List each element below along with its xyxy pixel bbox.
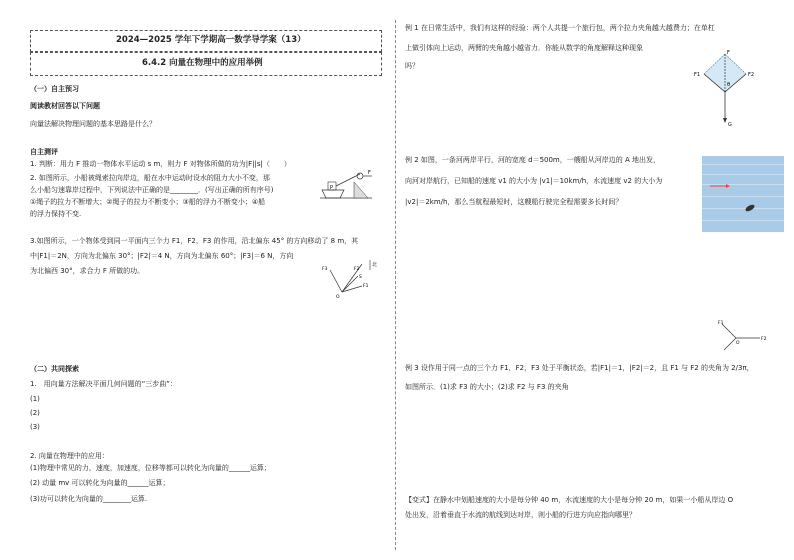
section2-item1: 1. 用向量方法解决平面几何问题的“三步曲”：: [30, 380, 177, 388]
fig-label-g: G: [728, 122, 732, 128]
fig-label-f: F: [727, 50, 730, 56]
section2-sub3: (3)功可以转化为向量的________运算.: [30, 495, 148, 503]
example1-line2: 上做引体向上运动，两臂的夹角越小越省力．你能从数学的角度解释这种现象: [405, 44, 643, 52]
fig-label-o: O: [736, 341, 740, 346]
selftest-q2-line2: 么小船匀速靠岸过程中，下列说法中正确的是________．(写出正确的所有序号): [30, 186, 274, 194]
selftest-q3-line3: 为北偏西 30°，求合力 F 所做的功。: [30, 267, 145, 275]
selftest-q3-line1: 3.如图所示，一个物体受到同一平面内三个力 F1，F2，F3 的作用，沿北偏东 45° 的方向移动了 8 m，其: [30, 237, 359, 245]
section2-sub1: (1)物理中常见的力，速度，加速度，位移等都可以转化为向量的______运算；: [30, 464, 271, 472]
fig-label-f1: F1: [363, 284, 369, 289]
fig-label-f2: F2: [761, 337, 767, 342]
fig-label-f2: F2: [748, 72, 755, 78]
example2-line3: |v2|＝2km/h，那么当航程最短时，这艘船行驶完全程需要多长时间？: [405, 198, 623, 206]
selftest-q1: 1. 判断：用力 F 推动一物体水平运动 s m，则力 F 对物体所做的功为|F||s|（ ）: [30, 160, 291, 168]
step-1: (1): [30, 395, 40, 403]
fig-label-s: S: [359, 275, 362, 280]
example2-line2: 向河对岸航行，已知船的速度 v1 的大小为 |v1|＝10km/h，水流速度 v2 的大小为: [405, 177, 663, 185]
three-forces-figure: [318, 256, 382, 302]
section2-item2: 2. 向量在物理中的应用：: [30, 452, 109, 460]
step-2: (2): [30, 409, 40, 417]
fig-label-o: O: [336, 295, 340, 300]
example1-line3: 吗？: [405, 62, 419, 70]
boat-pulley-figure: [318, 168, 374, 208]
section1-heading: （一）自主预习: [30, 85, 79, 93]
selftest-q2-line3: ①绳子的拉力不断增大；②绳子的拉力不断变小；③船的浮力不断变小；④船: [30, 198, 266, 206]
read-instruction: 阅读教材回答以下问题: [30, 102, 100, 110]
lesson-title: 6.4.2 向量在物理中的应用举例: [142, 58, 263, 68]
section2-heading: （二）共同探索: [30, 365, 79, 373]
variant-line2: 处出发，沿着垂直于水流的航线到达对岸，则小船的行进方向应指向哪里？: [405, 511, 636, 519]
fig-label-f1: F1: [718, 321, 724, 326]
example2-line1: 例 2 如图，一条河两岸平行，河的宽度 d＝500m，一艘船从河岸边的 A 地出发，: [405, 156, 660, 164]
equilibrium-forces-figure: [710, 316, 770, 356]
selftest-q2-line4: 的浮力保持不变.: [30, 210, 82, 218]
example1-line1: 例 1 在日常生活中，我们有这样的经验：两个人共提一个旅行包，两个拉力夹角越大越费力；在单杠: [405, 24, 715, 32]
column-divider: [395, 20, 396, 550]
fig-label-f: F: [368, 170, 371, 176]
example3-line2: 如图所示．(1)求 F3 的大小；(2)求 F2 与 F3 的夹角: [405, 383, 569, 391]
fig-label-f3: F3: [322, 267, 328, 272]
fig-label-f2: F2: [354, 267, 360, 272]
preview-question: 向量法解决物理问题的基本思路是什么？: [30, 120, 156, 128]
fig-label-north: 北: [372, 262, 378, 268]
selftest-q2-line1: 2. 如图所示，小船被绳索拉向岸边，船在水中运动时设水的阻力大小不变，那: [30, 174, 270, 182]
selftest-q3-line2: 中|F1|＝2N，方向为北偏东 30°；|F2|＝4 N，方向为北偏东 60°；|F3|＝6 N，方向: [30, 252, 294, 260]
fig-label-p: P: [330, 185, 334, 191]
section2-sub2: (2) 动量 mv 可以转化为向量的______运算；: [30, 479, 170, 487]
selftest-heading: 自主测评: [30, 148, 58, 156]
fig-label-f1: F1: [694, 72, 701, 78]
page-title: 2024—2025 学年下学期高一数学导学案（13）: [116, 35, 306, 45]
variant-line1: 【变式】在静水中划船速度的大小是每分钟 40 m，水流速度的大小是每分钟 20 m，如果一小船从岸边 O: [405, 496, 734, 504]
travel-bag-forces-figure: [690, 48, 760, 130]
fig-label-theta: θ: [727, 82, 731, 88]
step-3: (3): [30, 423, 40, 431]
river-image: [702, 156, 784, 232]
example3-line1: 例 3 设作用于同一点的三个力 F1，F2，F3 处于平衡状态，若|F1|＝1，|F2|＝2，且 F1 与 F2 的夹角为 2/3π，: [405, 364, 754, 372]
